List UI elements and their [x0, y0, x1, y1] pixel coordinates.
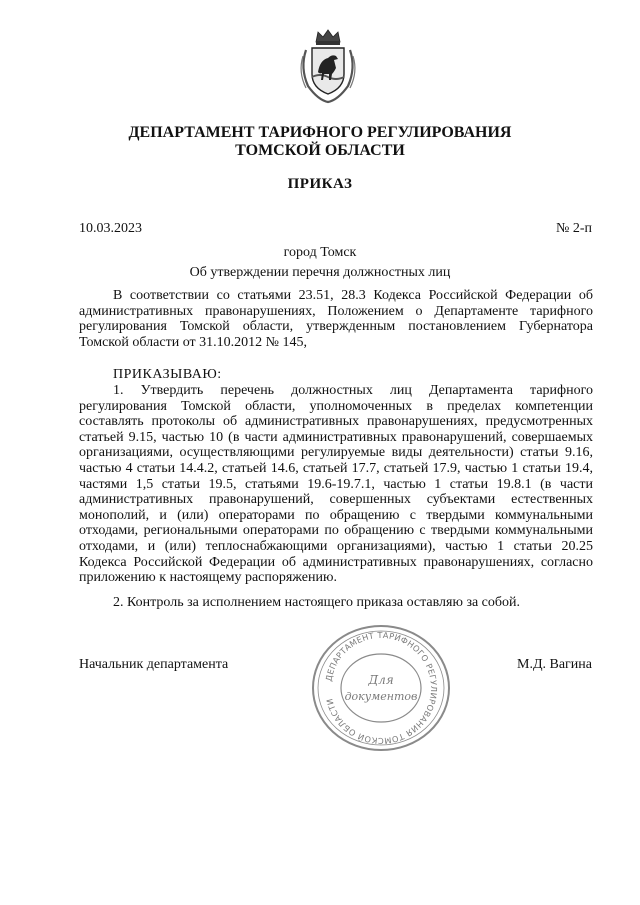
signer-name: М.Д. Вагина	[517, 657, 592, 672]
coat-of-arms-icon	[296, 28, 360, 104]
stamp-ring-text: ДЕПАРТАМЕНТ ТАРИФНОГО РЕГУЛИРОВАНИЯ ТОМСКОЙ ОБЛАСТИ	[323, 629, 440, 747]
document-type-title: ПРИКАЗ	[287, 176, 353, 192]
order-word: ПРИКАЗЫВАЮ:	[113, 367, 222, 382]
item-2-text: 2. Контроль за исполнением настоящего приказа оставляю за собой.	[113, 595, 521, 610]
official-stamp	[310, 622, 452, 754]
signer-position: Начальник департамента	[79, 657, 229, 672]
preamble-paragraph	[79, 288, 593, 350]
department-name-line1: ДЕПАРТАМЕНТ ТАРИФНОГО РЕГУЛИРОВАНИЯ	[128, 124, 512, 141]
department-name-line2: ТОМСКОЙ ОБЛАСТИ	[235, 142, 405, 159]
city-line: город Томск	[283, 245, 357, 260]
order-date: 10.03.2023	[79, 221, 142, 236]
preamble-text: В соответствии со статьями 23.51, 28.3 Кодекса Российской Федерации об административных правонарушениях, Положением о Департаменте тарифного регулирования Томской области, утвержденным постановлением Губернатора Томской области от 31.10.2012 № 145,	[79, 288, 593, 350]
stamp-center-line2: документов	[344, 690, 418, 703]
item-1-text: 1. Утвердить перечень должностных лиц Департамента тарифного регулирования Томской области, уполномоченных в пределах компетенции составлять протоколы об административных правонарушениях, предусмотренных статьей 9.15, частью 10 (в части административных правонарушений, совершаемых организациями, осуществляющими регулируемые виды деятельности) статьи 9.16, частью 4 статьи 14.4.2, статьей 14.6, статьей 17.7, статьей 17.9, частью 1 статьи 19.4, частями 1,5 статьи 19.5, статьями 19.6-19.7.1, частью 1 статьи 19.8.1 (в части административных правонарушений, совершенных субъектами естественных монополий, и (или) операторами по обращению с твердыми коммунальными отходами, региональными операторами по обращению с твердыми коммунальными отходами, и (или) теплоснабжающими организациями), частью 1 статьи 20.25 Кодекса Российской Федерации об административных правонарушениях, согласно приложению к настоящему распоряжению.	[79, 383, 593, 586]
order-subject: Об утверждении перечня должностных лиц	[189, 265, 451, 280]
item-1-paragraph	[79, 383, 593, 586]
order-number: № 2-п	[555, 221, 592, 236]
stamp-center-line1: Для	[368, 673, 394, 687]
